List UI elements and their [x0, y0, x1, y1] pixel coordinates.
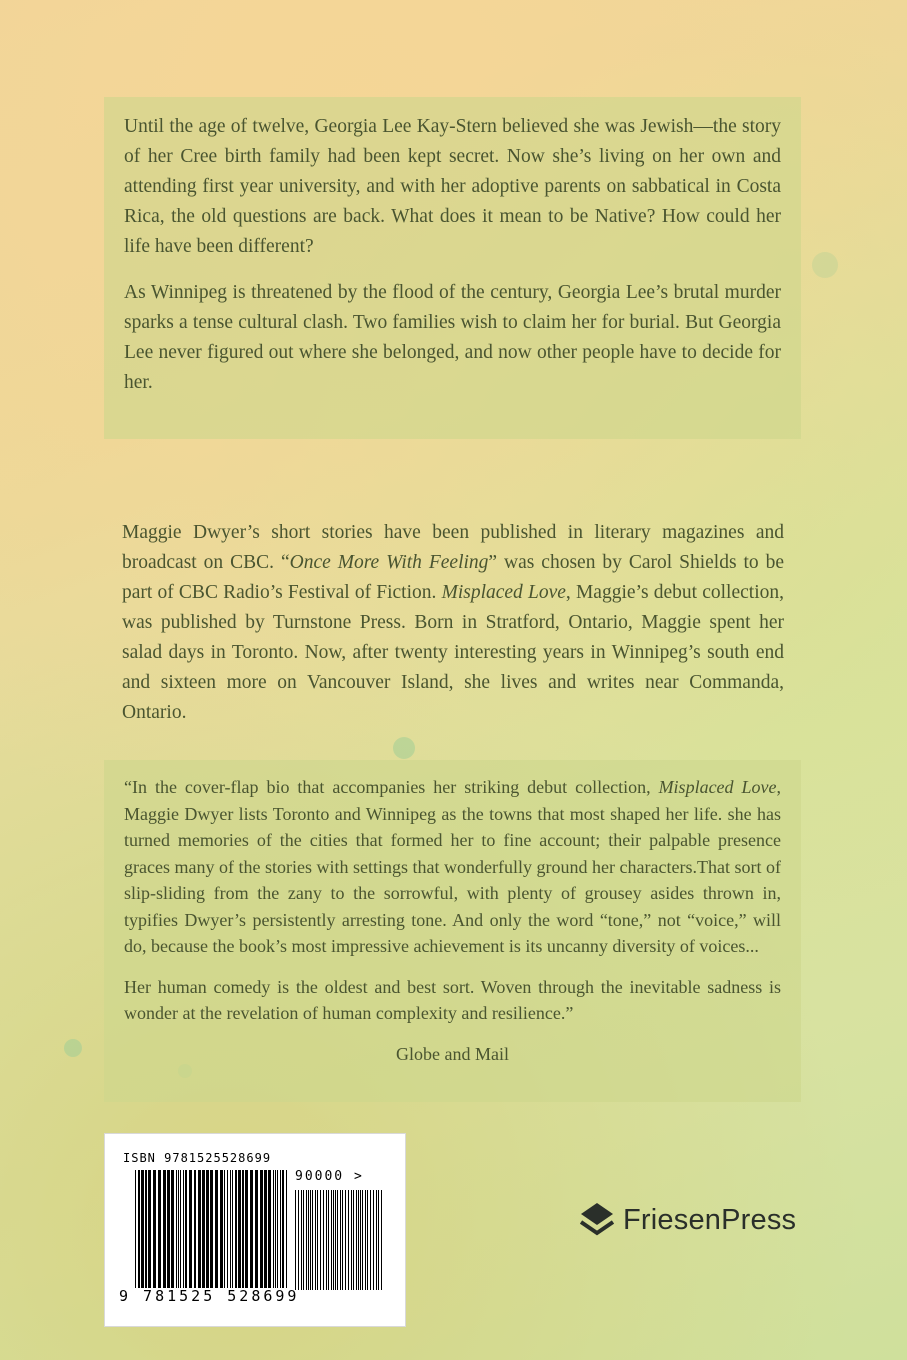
synopsis-paragraph-2: As Winnipeg is threatened by the flood of the century, Georgia Lee’s brutal murder sparks a tense cultural clash. Two families wish to claim her for burial. But Georgia Lee never figured out where she belonged, and now other people have to decide for her.	[124, 282, 781, 393]
isbn-label: ISBN 9781525528699	[123, 1151, 272, 1165]
bio-text: ” was chosen by Carol Shields to be part of CBC Radio’s Festival of Fiction.	[122, 552, 785, 603]
bio-book-title: Misplaced Love	[441, 582, 566, 603]
review-text: , Maggie Dwyer lists Toronto and Winnipeg as the towns that most shaped her life. she has turned memories of the cities that formed her to fine account; their palpable presence graces many of the stories with settings that wonderfully ground her characters.That sort of slip-sliding from the zany to the sorrowful, with plenty of grousey asides thrown in, typifies Dwyer’s persistently arresting tone. And only the word “tone,” not “voice,” will do, because the book’s most impressive achievement is its uncanny diversity of voices...	[124, 777, 781, 956]
bio-text: Maggie Dwyer’s short stories have been published in literary magazines and broadcast on CBC. “	[122, 522, 784, 573]
synopsis-paragraph-1: Until the age of twelve, Georgia Lee Kay-Stern believed she was Jewish—the story of her Cree birth family had been kept secret. Now she’s living on her own and attending first year university, and with her adoptive parents on sabbatical in Costa Rica, the old questions are back. What does it mean to be Native? How could her life have been different?	[124, 116, 781, 257]
author-bio	[122, 518, 784, 728]
isbn-barcode	[104, 1133, 406, 1327]
bio-story-title: Once More With Feeling	[289, 552, 489, 573]
publisher-logo	[580, 1202, 796, 1238]
addon-barcode-bars	[295, 1190, 383, 1290]
bio-text: , Maggie’s debut collection, was published by Turnstone Press. Born in Stratford, Ontario, Maggie spent her salad days in Toronto. Now, after twenty interesting years in Winnipeg’s south end and sixteen more on Vancouver Island, she lives and writes near Commanda, Ontario.	[122, 582, 784, 723]
isbn-digits: 9 781525 528699	[119, 1287, 300, 1305]
review-source: Globe and Mail	[396, 1043, 509, 1064]
decorative-dot	[64, 1039, 82, 1057]
review-paragraph-2: Her human comedy is the oldest and best sort. Woven through the inevitable sadness is wonder at the revelation of human complexity and resilience.”	[124, 976, 781, 1023]
price-addon-label: 90000 >	[295, 1169, 364, 1184]
review-quote-panel	[104, 760, 801, 1102]
review-text: “In the cover-flap bio that accompanies her striking debut collection,	[124, 777, 659, 797]
decorative-dot	[393, 737, 415, 759]
review-book-title: Misplaced Love	[658, 777, 777, 797]
barcode-bars	[135, 1170, 287, 1288]
review-paragraph-1	[124, 774, 781, 960]
decorative-dot	[812, 252, 838, 278]
friesenpress-logo-icon	[580, 1202, 614, 1238]
synopsis-panel	[104, 97, 801, 439]
publisher-name: FriesenPress	[623, 1203, 797, 1236]
